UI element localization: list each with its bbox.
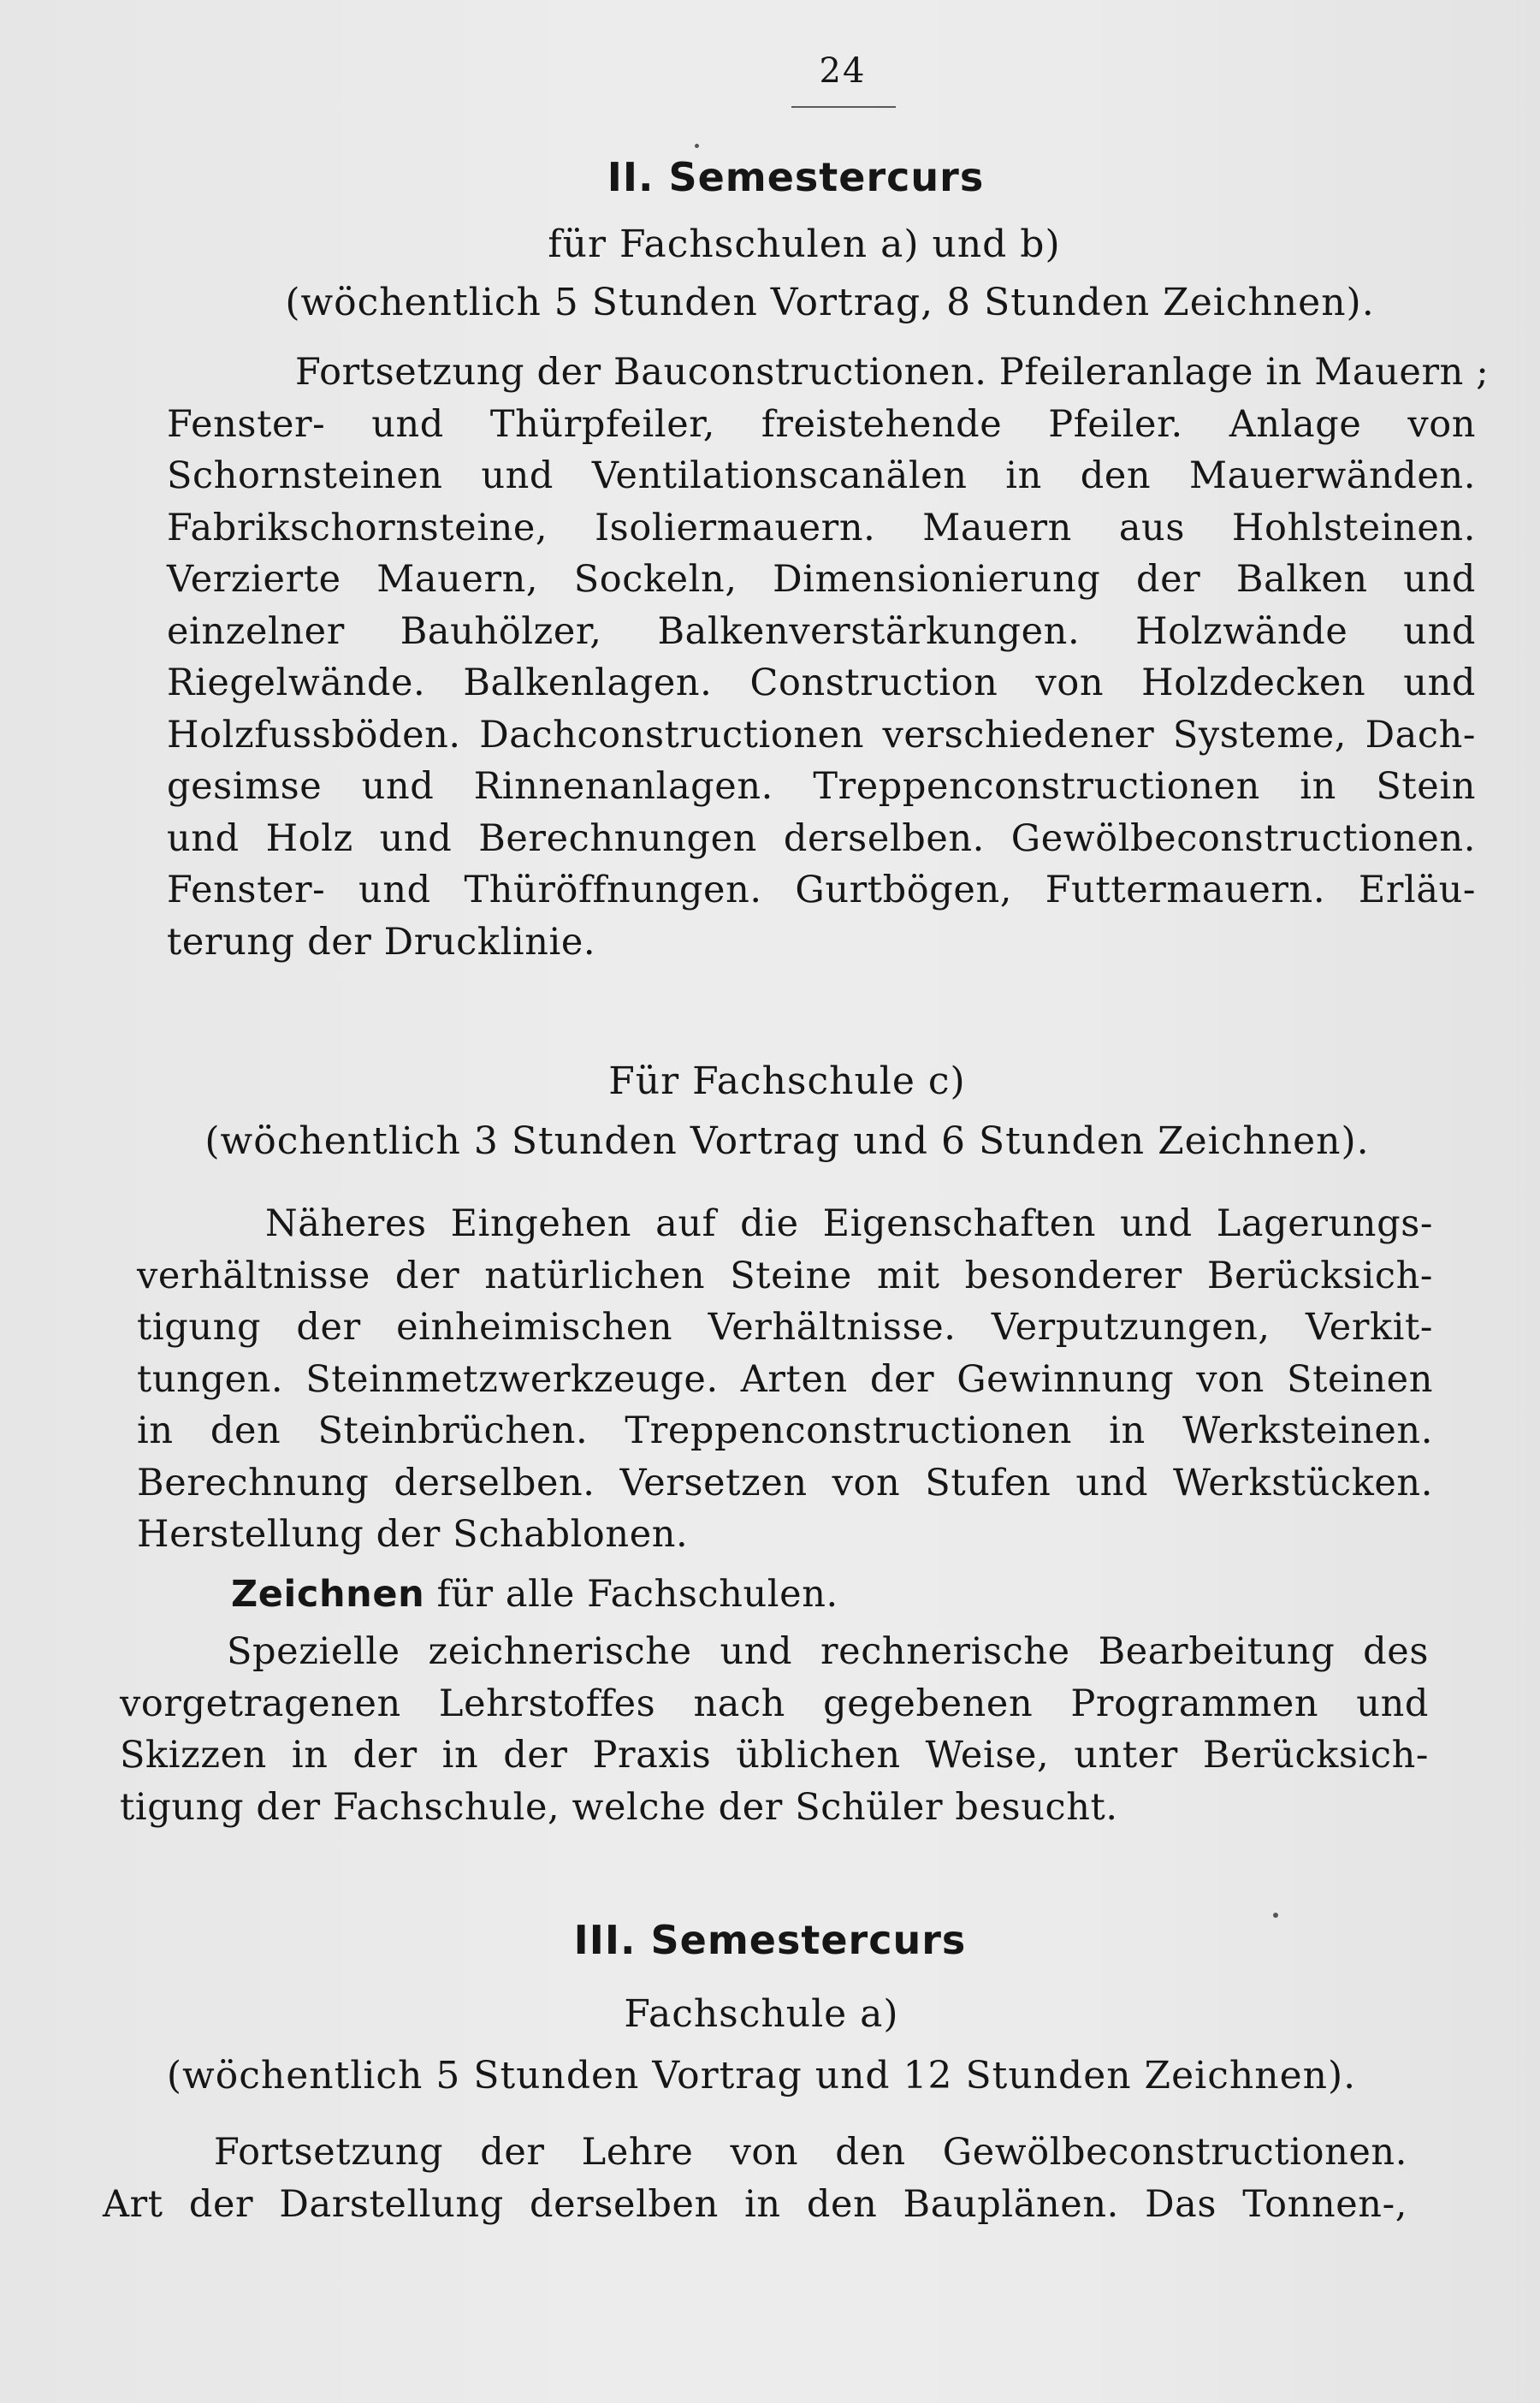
text-line: tigung der einheimischen Verhältnisse. Verputzungen, Verkit- (137, 1306, 1433, 1349)
text-line: Art der Darstellung derselben in den Bauplänen. Das Tonnen-, (103, 2182, 1407, 2226)
text-line: terung der Drucklinie. (167, 920, 596, 964)
speck-mark (1273, 1913, 1278, 1918)
text-line: Herstellung der Schablonen. (137, 1513, 689, 1556)
section-iii-heading: III. Semestercurs (573, 1917, 967, 1963)
text-line: tungen. Steinmetzwerkzeuge. Arten der Gewinnung von Steinen (137, 1357, 1433, 1401)
zeichnen-rest: für alle Fachschulen. (436, 1573, 838, 1616)
fachschule-c-title: Für Fachschule c) (608, 1059, 966, 1103)
zeichnen-label: Zeichnen (231, 1573, 425, 1616)
text-line: Verzierte Mauern, Sockeln, Dimensionierung der Balken und (167, 558, 1476, 601)
section-ii-hours: (wöchentlich 5 Stunden Vortrag, 8 Stunden Zeichnen). (285, 281, 1375, 324)
text-line: verhältnisse der natürlichen Steine mit besonderer Berücksich- (137, 1254, 1433, 1297)
text-line: in den Steinbrüchen. Treppenconstructionen in Werksteinen. (137, 1409, 1433, 1452)
text-line: Riegelwände. Balkenlagen. Construction von Holzdecken und (167, 662, 1476, 704)
section-iii-subtitle: Fachschule a) (624, 1992, 899, 2036)
text-line: Fenster- und Thüröffnungen. Gurtbögen, Futtermauern. Erläu- (167, 869, 1476, 911)
section-ii-heading: II. Semestercurs (607, 154, 985, 200)
fachschule-c-hours: (wöchentlich 3 Stunden Vortrag und 6 Stunden Zeichnen). (204, 1119, 1370, 1163)
section-ii-paragraph-2 (137, 1198, 1433, 1561)
section-iii-hours: (wöchentlich 5 Stunden Vortrag und 12 Stunden Zeichnen). (166, 2054, 1357, 2097)
page-number-rule (791, 106, 896, 108)
text-line: einzelner Bauhölzer, Balkenverstärkungen. Holzwände und (167, 609, 1476, 653)
text-line: und Holz und Berechnungen derselben. Gewölbeconstructionen. (167, 816, 1476, 860)
text-line: Spezielle zeichnerische und rechnerische Bearbeitung des (227, 1630, 1429, 1673)
speck-mark (695, 144, 699, 148)
text-line: vorgetragenen Lehrstoffes nach gegebenen Programmen und (120, 1682, 1429, 1725)
section-iii-paragraph-1 (103, 2127, 1407, 2230)
section-ii-paragraph-1 (167, 347, 1490, 968)
text-line: Fabrikschornsteine, Isoliermauern. Mauern aus Hohlsteinen. (167, 506, 1476, 549)
text-line: Fenster- und Thürpfeiler, freistehende Pfeiler. Anlage von (167, 402, 1476, 446)
section-ii-subtitle: für Fachschulen a) und b) (548, 222, 1061, 266)
text-line: Fortsetzung der Bauconstructionen. Pfeileranlage in Mauern ; (295, 351, 1490, 394)
text-line: gesimse und Rinnenanlagen. Treppenconstructionen in Stein (167, 765, 1476, 808)
text-line: Berechnung derselben. Versetzen von Stufen und Werkstücken. (137, 1461, 1433, 1504)
text-line: Fortsetzung der Lehre von den Gewölbeconstructionen. (214, 2131, 1407, 2174)
zeichnen-line (231, 1569, 1429, 1621)
text-line: Schornsteinen und Ventilationscanälen in den Mauerwänden. (167, 454, 1476, 497)
text-line: Skizzen in der in der Praxis üblichen Weise, unter Berücksich- (120, 1734, 1429, 1777)
text-line: tigung der Fachschule, welche der Schüler besucht. (120, 1785, 1118, 1829)
text-line: Näheres Eingehen auf die Eigenschaften und Lagerungs- (265, 1202, 1433, 1245)
text-line: Holzfussböden. Dachconstructionen verschiedener Systeme, Dach- (167, 713, 1476, 756)
section-ii-paragraph-3 (120, 1626, 1429, 1833)
page-number: 24 (819, 51, 867, 91)
